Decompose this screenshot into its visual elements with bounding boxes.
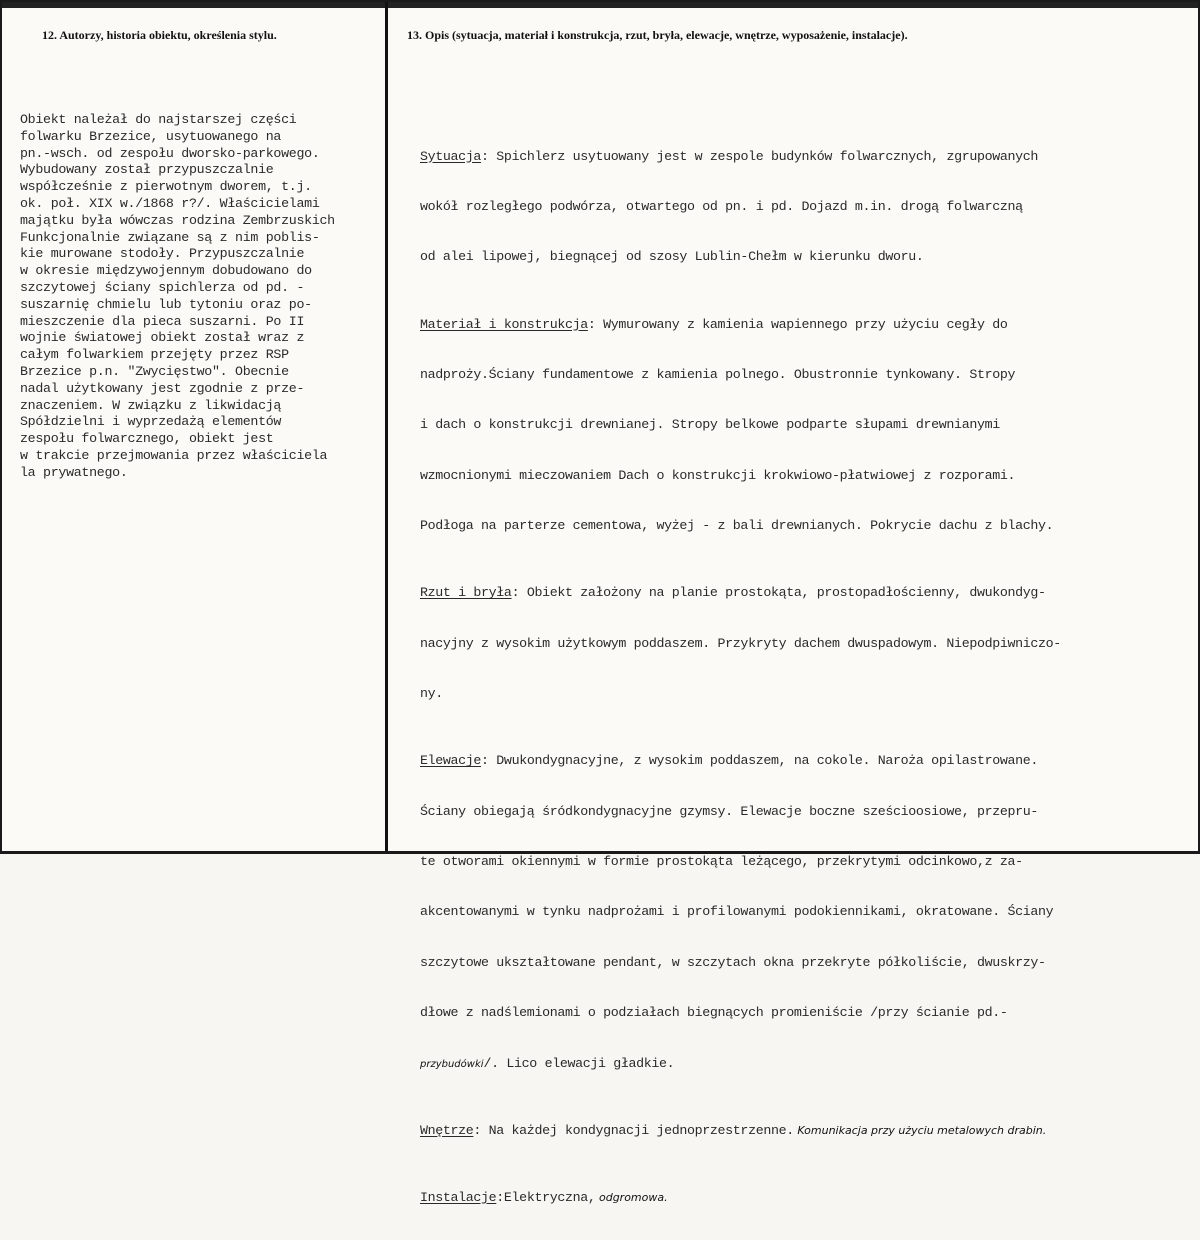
rzut-label: Rzut i bryła — [420, 585, 512, 601]
elewacje-last-line: przybudówki/. Lico elewacji gładkie. — [420, 1055, 675, 1071]
material-line: Materiał i konstrukcja: Wymurowany z kamienia wapiennego przy użyciu cegły do — [420, 316, 1008, 332]
history-line: w trakcie przejmowania przez właściciela — [20, 447, 328, 463]
text-line: Ściany obiegają śródkondygnacyjne gzymsy. Elewacje boczne sześcioosiowe, przepru- — [420, 803, 1038, 819]
wnetrze-label: Wnętrze — [420, 1122, 474, 1138]
history-line: Brzezice p.n. "Zwycięstwo". Obecnie — [20, 363, 289, 379]
text-line: dłowe z nadślemionami o podziałach biegnących promieniście /przy ścianie pd.- — [420, 1005, 1008, 1021]
history-line: całym folwarkiem przejęty przez RSP — [20, 347, 289, 363]
history-line: pn.-wsch. od zespołu dworsko-parkowego. — [20, 145, 320, 161]
history-line: w okresie międzywojennym dobudowano do — [20, 263, 312, 279]
history-line: znaczeniem. W związku z likwidacją — [20, 397, 282, 413]
history-line: la prywatnego. — [20, 464, 128, 480]
history-line: mieszczenie dla pieca suszarni. Po II — [20, 313, 305, 329]
history-line: Funkcjonalnie związane są z nim poblis- — [20, 229, 320, 245]
elewacje-line: Elewacje: Dwukondygnacyjne, z wysokim poddaszem, na cokole. Naroża opilastrowane. — [420, 753, 1038, 769]
rzut-line: Rzut i bryła: Obiekt założony na planie prostokąta, prostopadłościenny, dwukondyg- — [420, 585, 1046, 601]
history-line: szczytowej ściany spichlerza od pd. - — [20, 279, 305, 295]
text-line: i dach o konstrukcji drewnianej. Stropy belkowe podparte słupami drewnianymi — [420, 417, 1000, 433]
handwritten-annotation: Komunikacja przy użyciu metalowych drabin. — [793, 1123, 1047, 1137]
history-text — [20, 112, 335, 482]
text-line: akcentowanymi w tynku nadprożami i profilowanymi podokiennikami, okratowane. Ściany — [420, 904, 1054, 920]
sytuacja-line: Sytuacja: Spichlerz usytuowany jest w zespole budynków folwarcznych, zgrupowanych — [420, 148, 1038, 164]
history-line: majątku była wówczas rodzina Zembrzuskich — [20, 212, 335, 228]
text-line: wzmocnionymi mieczowaniem Dach o konstrukcji krokwiowo-płatwiowej z rozporami. — [420, 467, 1016, 483]
history-line: zespołu folwarcznego, obiekt jest — [20, 431, 274, 447]
column-divider — [385, 2, 388, 851]
history-line: ok. poł. XIX w./1868 r?/. Właścicielami — [20, 195, 320, 211]
text-line: te otworami okiennymi w formie prostokąta leżącego, przekrytymi odcinkowo,z za- — [420, 854, 1023, 870]
handwritten-annotation: przybudówki — [420, 1058, 484, 1070]
history-line: Obiekt należał do najstarszej części — [20, 112, 297, 127]
history-line: folwarku Brzezice, usytuowanego na — [20, 128, 282, 144]
wnetrze-line: Wnętrze: Na każdej kondygnacji jednoprzestrzenne. Komunikacja przy użyciu metalowych drabin. — [420, 1122, 1047, 1138]
history-line: Spółdzielni i wyprzedażą elementów — [20, 414, 282, 430]
handwritten-annotation: odgromowa. — [595, 1191, 668, 1204]
sytuacja-label: Sytuacja — [420, 148, 482, 164]
section-12-header: 12. Autorzy, historia obiektu, określenia stylu. — [42, 28, 277, 42]
top-rule — [2, 2, 1198, 8]
text-line: ny. — [420, 686, 443, 702]
history-line: suszarnię chmielu lub tytoniu oraz po- — [20, 296, 312, 312]
history-line: kie murowane stodoły. Przypuszczalnie — [20, 246, 305, 262]
text-line: nadproży.Ściany fundamentowe z kamienia polnego. Obustronnie tynkowany. Stropy — [420, 366, 1016, 382]
history-line: Wybudowany został przypuszczalnie — [20, 162, 274, 178]
history-line: współcześnie z pierwotnym dworem, t.j. — [20, 179, 312, 195]
instalacje-line: Instalacje:Elektryczna, odgromowa. — [420, 1190, 668, 1205]
instalacje-label: Instalacje — [420, 1190, 497, 1205]
text-line: szczytowe ukształtowane pendant, w szczytach okna przekryte półkoliście, dwuskrzy- — [420, 954, 1046, 970]
text-line: od alei lipowej, biegnącej od szosy Lublin-Chełm w kierunku dworu. — [420, 249, 924, 265]
history-line: wojnie światowej obiekt został wraz z — [20, 330, 305, 346]
elewacje-label: Elewacje — [420, 753, 482, 769]
text-line: Podłoga na parterze cementowa, wyżej - z bali drewnianych. Pokrycie dachu z blachy. — [420, 518, 1054, 534]
material-label: Materiał i konstrukcja — [420, 316, 588, 332]
text-line: wokół rozległego podwórza, otwartego od pn. i pd. Dojazd m.in. drogą folwarczną — [420, 198, 1023, 214]
section-13-header: 13. Opis (sytuacja, materiał i konstrukcja, rzut, bryła, elewacje, wnętrze, wyposażenie, instalacje). — [407, 28, 908, 42]
history-line: nadal użytkowany jest zgodnie z prze- — [20, 380, 305, 396]
text-line: nacyjny z wysokim użytkowym poddaszem. Przykryty dachem dwuspadowym. Niepodpiwniczo- — [420, 635, 1061, 651]
description-text — [420, 115, 1061, 1240]
